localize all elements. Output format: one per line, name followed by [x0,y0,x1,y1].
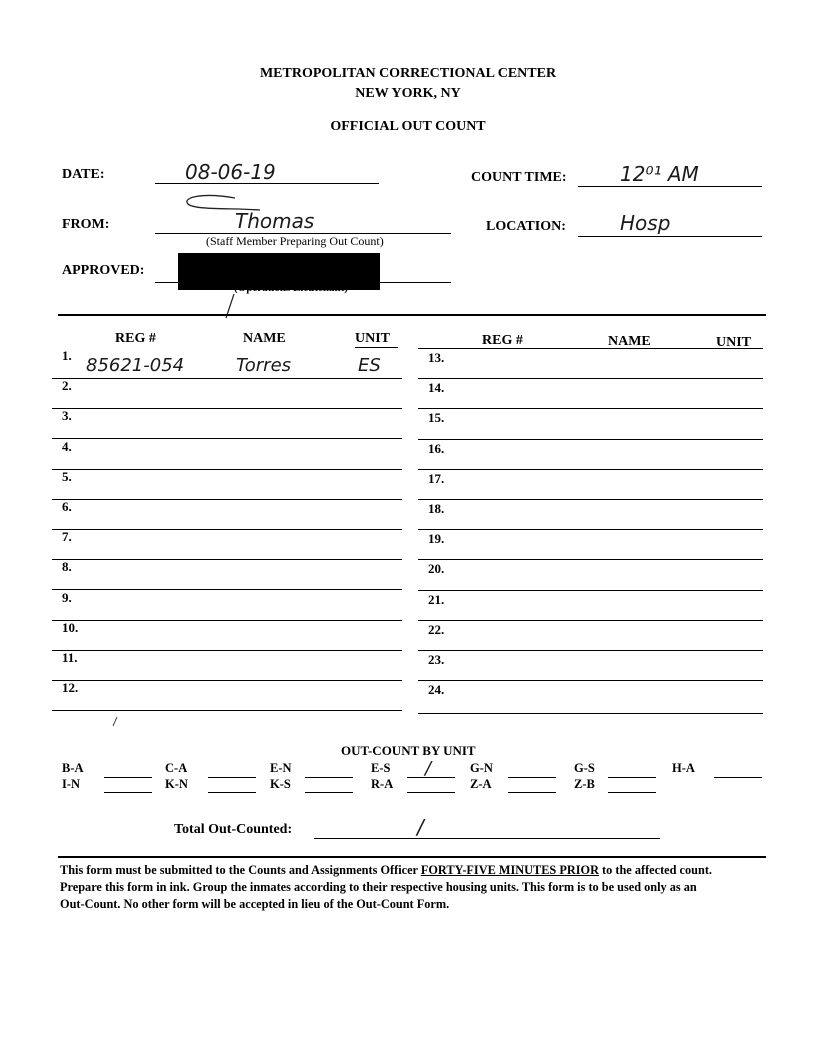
unit-line [305,792,353,793]
unit-label: G-N [470,761,493,775]
section-separator [58,314,766,316]
row-line [52,408,402,409]
row-line [418,620,763,621]
row-number: 4. [62,438,72,454]
unit-line [208,792,256,793]
total-label: Total Out-Counted: [174,822,293,837]
unit-line [208,777,256,778]
date-label: DATE: [62,167,105,182]
approved-line [155,282,451,283]
row-number: 18. [428,501,445,516]
footer-line-1-post: to the affected count. [598,863,713,877]
row-line [52,378,402,379]
row-number: 9. [62,589,72,605]
row-number: 21. [428,591,445,607]
row-line [52,620,402,621]
row-line [52,680,402,681]
row-number: 12. [62,680,79,696]
row-line [52,438,402,439]
count-time-line [578,186,762,187]
footer-emphasis: FORTY-FIVE MINUTES PRIOR [420,863,599,877]
footer-text [60,862,760,913]
row-line [418,559,763,560]
row-number: 23. [428,652,445,667]
unit-count-value[interactable]: / [425,758,432,779]
unit-label: E-S [371,761,391,775]
unit-value[interactable]: ES [358,355,381,376]
unit-label: K-S [270,777,291,791]
row-number: 13. [428,350,445,365]
row-line [418,469,763,470]
row-number: 20. [428,561,445,577]
row-number: 14. [428,380,445,396]
footer-line-2: Prepare this form in ink. Group the inmates according to their respective housing units. This form is to be used only as an [60,880,697,894]
row-line [418,378,763,379]
row-line [418,439,763,440]
unit-line [305,777,353,778]
total-value[interactable]: / [417,815,424,839]
unit-line [608,777,656,778]
location-value[interactable]: Hosp [620,211,671,235]
row-line [52,469,402,470]
row-number: 6. [62,499,72,514]
approved-label: APPROVED: [62,263,145,278]
row-number: 11. [62,650,78,665]
row-number: 17. [428,470,445,486]
date-value[interactable]: 08-06-19 [185,160,276,184]
inmate-name[interactable]: Torres [236,355,292,376]
total-line [314,838,660,839]
row-line [418,680,763,681]
unit-label: H-A [672,761,695,775]
row-line [52,650,402,651]
row-number: 7. [62,529,72,545]
unit-line [508,792,556,793]
row-number: 1. [62,348,72,363]
city-name: NEW YORK, NY [355,86,461,101]
unit-line [608,792,656,793]
right-column-bottom-line [418,713,763,714]
left-column-bottom-line [52,710,402,711]
row-line [418,348,763,349]
unit-label: R-A [371,777,394,791]
org-name: METROPOLITAN CORRECTIONAL CENTER [259,66,557,81]
pen-mark [220,292,240,322]
reg-number[interactable]: 85621-054 [86,355,185,376]
row-line [418,499,763,500]
row-line [418,529,763,530]
row-line [418,590,763,591]
unit-label: E-N [270,761,292,775]
row-number: 10. [62,619,79,635]
unit-label: Z-A [470,777,492,791]
name-header-left: NAME [243,331,286,346]
footer-line-1 [60,862,760,879]
from-caption: (Staff Member Preparing Out Count) [206,234,384,248]
row-number: 5. [62,468,72,484]
count-time-value[interactable]: 12⁰¹ AM [620,162,699,186]
date-line [155,183,379,184]
row-number: 2. [62,378,72,394]
unit-line [508,777,556,778]
unit-label: G-S [574,761,595,775]
unit-header-left: UNIT [355,331,391,346]
unit-header-underline [355,347,398,348]
redaction-box [178,253,380,290]
reg-header-right: REG # [482,333,523,348]
name-header-right: NAME [608,334,651,349]
from-value[interactable]: Thomas [235,209,315,233]
unit-label: Z-B [574,777,595,791]
row-number: 15. [428,410,445,426]
row-line [418,408,763,409]
row-number: 24. [428,682,445,698]
row-line [52,499,402,500]
location-label: LOCATION: [486,219,566,234]
stray-mark [110,716,120,728]
unit-line [104,777,152,778]
row-number: 19. [428,531,445,547]
row-number: 3. [62,408,72,424]
unit-line [407,792,455,793]
unit-label: K-N [165,777,188,791]
row-number: 22. [428,621,445,637]
footer-separator [58,856,766,858]
row-line [52,589,402,590]
row-number: 16. [428,440,445,456]
row-number: 8. [62,559,72,575]
unit-label: B-A [62,761,84,775]
row-line [52,529,402,530]
from-label: FROM: [62,217,110,232]
out-count-title: OUT-COUNT BY UNIT [341,743,476,758]
form-title: OFFICIAL OUT COUNT [330,119,486,134]
signature-flourish [180,192,270,222]
row-line [52,559,402,560]
unit-line [714,777,762,778]
unit-label: C-A [165,761,188,775]
unit-line [104,792,152,793]
unit-header-right: UNIT [716,335,752,350]
count-time-label: COUNT TIME: [471,170,567,185]
footer-line-1-pre: This form must be submitted to the Counts and Assignments Officer [60,863,421,877]
unit-label: I-N [62,777,81,791]
footer-line-3: Out-Count. No other form will be accepted in lieu of the Out-Count Form. [60,897,450,911]
location-line [578,236,762,237]
row-line [418,650,763,651]
reg-header-left: REG # [115,331,156,346]
